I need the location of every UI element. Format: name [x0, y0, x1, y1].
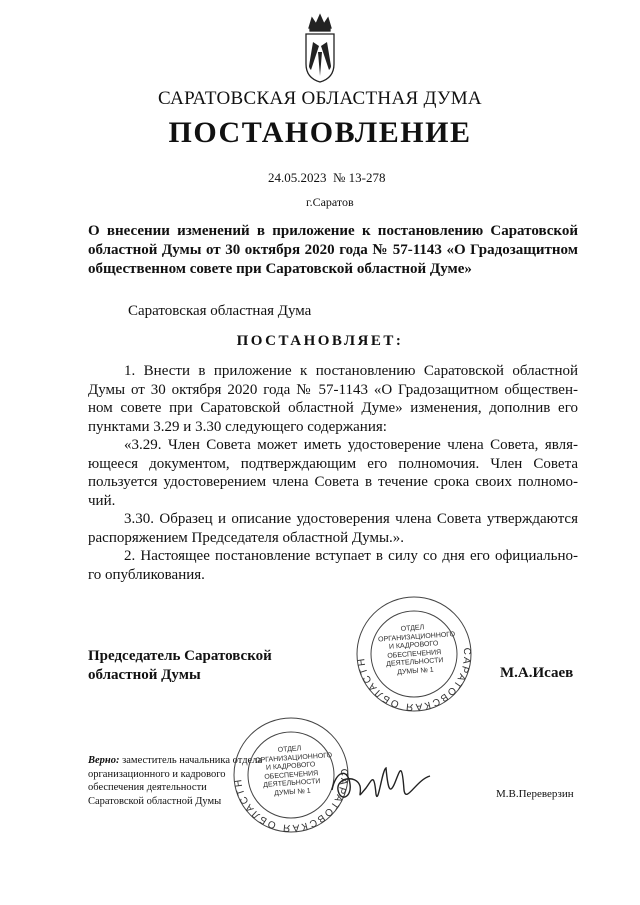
stamp-line: И КАДРОВОГО — [388, 640, 439, 651]
body-text-line: «3.29. Член Совета может иметь удостоверение члена Совета, явля- — [124, 437, 578, 453]
stamp-inner-text — [254, 744, 333, 800]
document-city: г.Саратов — [306, 195, 354, 209]
stamp-line: ДЕЯТЕЛЬНОСТИ — [386, 656, 444, 668]
saratov-coat-of-arms-icon — [300, 12, 340, 84]
document-subject — [88, 222, 578, 279]
stamp-line: ДУМЫ № 1 — [396, 666, 434, 676]
body-text-line: 2. Настоящее постановление вступает в силу со дня его официально- — [124, 548, 578, 564]
stamp-line: ОРГАНИЗАЦИОННОГО — [254, 751, 333, 764]
body-text-line: ющееся документом, подтверждающим его полномочия. Член Совета — [88, 455, 578, 472]
certifier-name: М.В.Переверзин — [496, 788, 574, 800]
certification-label: Верно: — [88, 755, 120, 766]
stamp-line: ОТДЕЛ — [400, 624, 425, 633]
body-text-line: пользуется удостоверением члена Совета в течение срока своих полномо- — [88, 474, 578, 490]
body-text-line: ном совете при Саратовской областной Думе» изменения, дополнив его — [88, 400, 578, 416]
stamp-ring-text: САРАТОВСКАЯ ОБЛАСТН — [355, 647, 473, 713]
organization-title: САРАТОВСКАЯ ОБЛАСТНАЯ ДУМА — [158, 88, 482, 109]
stamp-inner-text — [377, 623, 456, 679]
certification-line: Саратовской областной Думы — [88, 795, 222, 807]
stamp-line: И КАДРОВОГО — [265, 761, 316, 772]
document-type-title: ПОСТАНОВЛЕНИЕ — [168, 116, 472, 149]
handwritten-signature-icon — [326, 750, 436, 810]
resolves-heading: ПОСТАНОВЛЯЕТ: — [236, 333, 404, 349]
certification-line: заместитель начальника отдела — [119, 755, 263, 766]
subject-line: общественном совете при Саратовской областной Думе» — [88, 261, 472, 277]
stamp-line: ОБЕСПЕЧЕНИЯ — [264, 769, 319, 781]
stamp-line: ОРГАНИЗАЦИОННОГО — [377, 630, 456, 643]
subject-line: областной Думы от 30 октября 2020 года № 57-1143 «О Градозащитном — [88, 242, 578, 258]
certification-line: обеспечения деятельности — [88, 782, 207, 793]
body-text-line: 3.30. Образец и описание удостоверения члена Совета утверждаются — [124, 511, 578, 527]
document-date-number: 24.05.2023 № 13-278 — [268, 170, 386, 185]
issuer-text: Саратовская областная Дума — [128, 303, 312, 319]
signatory-position-line: областной Думы — [88, 667, 201, 683]
signatory-position — [88, 647, 272, 685]
signatory-position-line: Председатель Саратовской — [88, 648, 272, 664]
stamp-line: ДЕЯТЕЛЬНОСТИ — [263, 777, 321, 789]
body-text-line: пунктами 3.29 и 3.30 следующего содержания: — [88, 418, 387, 435]
body-text-line: го опубликования. — [88, 566, 205, 583]
certification-line: организационного и кадрового — [88, 768, 226, 780]
subject-line: О внесении изменений в приложение к постановлению Саратовской — [88, 223, 578, 239]
body-text-line: чий. — [88, 492, 116, 509]
body-text-line: Думы от 30 октября 2020 года № 57-1143 «О Градозащитном обществен- — [88, 381, 578, 398]
stamp-line: ДУМЫ № 1 — [273, 787, 311, 797]
stamp-line: ОТДЕЛ — [277, 745, 302, 754]
signatory-name: М.А.Исаев — [500, 665, 574, 681]
stamp-line: ОБЕСПЕЧЕНИЯ — [387, 648, 442, 660]
official-stamp — [355, 595, 473, 713]
stamp-ring-text: САРАТОВСКАЯ ОБЛАСТН — [232, 768, 350, 834]
body-text-line: 1. Внести в приложение к постановлению Саратовской областной — [124, 363, 578, 379]
resolution-body — [88, 362, 578, 584]
body-text-line: распоряжением Председателя областной Думы.». — [88, 529, 405, 546]
